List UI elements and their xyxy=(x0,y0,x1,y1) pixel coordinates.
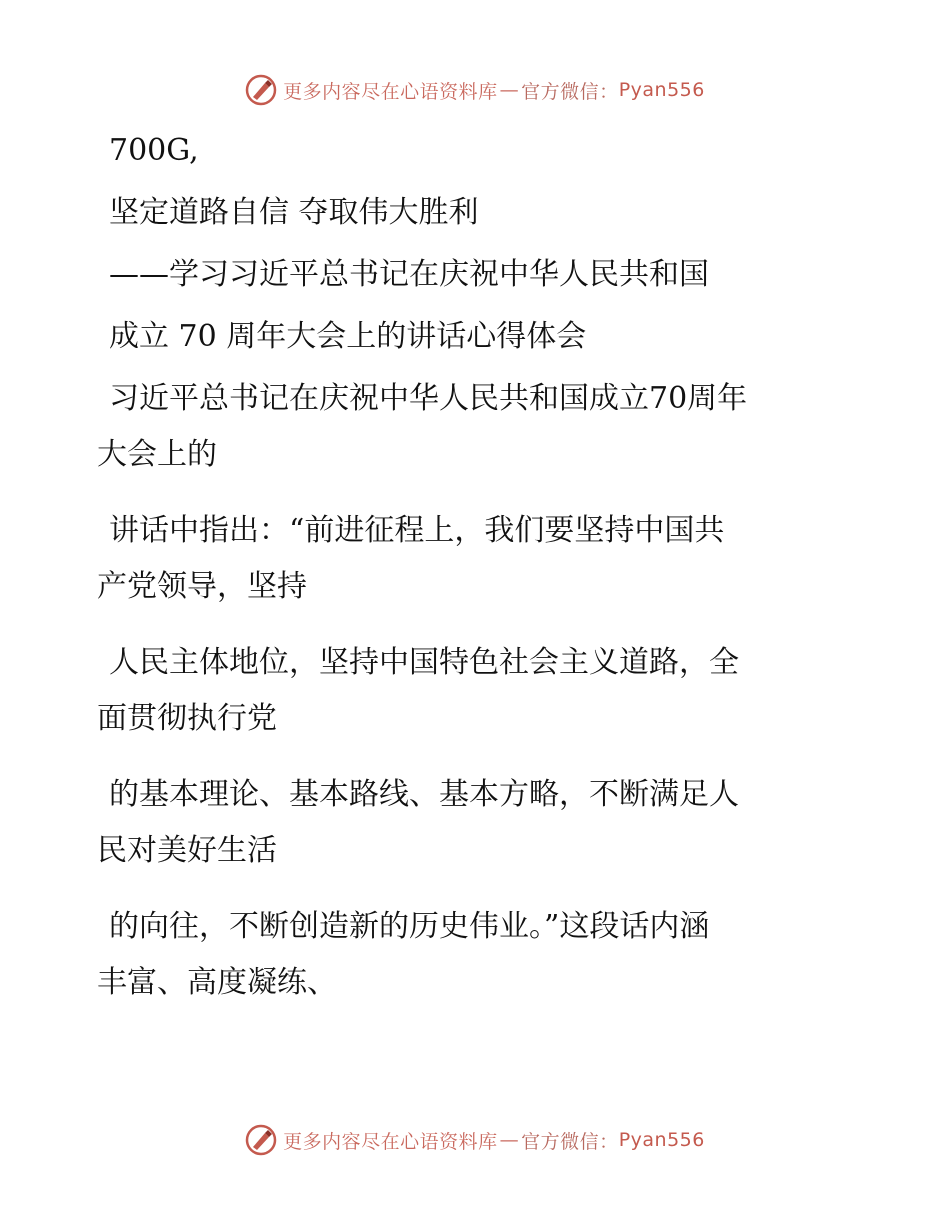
footer-watermark xyxy=(0,1120,950,1160)
doc-title: 坚定道路自信 夺取伟大胜利 xyxy=(109,195,479,230)
document-body xyxy=(97,120,857,1014)
watermark-brand: 更多内容尽在心语资料库 xyxy=(283,80,498,103)
paragraph-5 xyxy=(97,896,857,1014)
watermark-separator: — xyxy=(499,1129,520,1151)
watermark-wechat-id: Pyan556 xyxy=(618,1129,705,1151)
pen-logo-icon xyxy=(245,1124,277,1156)
header-watermark xyxy=(0,70,950,110)
paragraph-4-first: 的基本理论、基本路线、基本方略，不断满足人 xyxy=(109,777,739,812)
paragraph-2-first: 讲话中指出：“前进征程上，我们要坚持中国共 xyxy=(109,513,725,548)
watermark-brand: 更多内容尽在心语资料库 xyxy=(283,1130,498,1153)
paragraph-1 xyxy=(97,368,857,486)
paragraph-1-first: 习近平总书记在庆祝中华人民共和国成立70周年 xyxy=(109,381,748,416)
paragraph-2 xyxy=(97,500,857,618)
paragraph-3-rest: 面贯彻执行党 xyxy=(97,701,277,736)
paragraph-4 xyxy=(97,764,857,882)
watermark-wechat-id: Pyan556 xyxy=(618,79,705,101)
doc-subtitle-line-1: ——学习习近平总书记在庆祝中华人民共和国 xyxy=(109,257,709,292)
doc-subtitle-line-2: 成立 70 周年大会上的讲话心得体会 xyxy=(109,319,587,354)
paragraph-1-rest: 大会上的 xyxy=(97,437,217,472)
watermark-label: 官方微信： xyxy=(521,1130,619,1153)
paragraph-3-first: 人民主体地位，坚持中国特色社会主义道路，全 xyxy=(109,645,739,680)
paragraph-3 xyxy=(97,632,857,750)
doc-line-1: 700G, xyxy=(109,133,199,168)
pen-logo-icon xyxy=(245,74,277,106)
paragraph-4-rest: 民对美好生活 xyxy=(97,833,277,868)
watermark-label: 官方微信： xyxy=(521,80,619,103)
paragraph-5-rest: 丰富、高度凝练、 xyxy=(97,965,337,1000)
paragraph-5-first: 的向往，不断创造新的历史伟业。”这段话内涵 xyxy=(109,909,710,944)
paragraph-2-rest: 产党领导，坚持 xyxy=(97,569,307,604)
watermark-separator: — xyxy=(499,79,520,101)
